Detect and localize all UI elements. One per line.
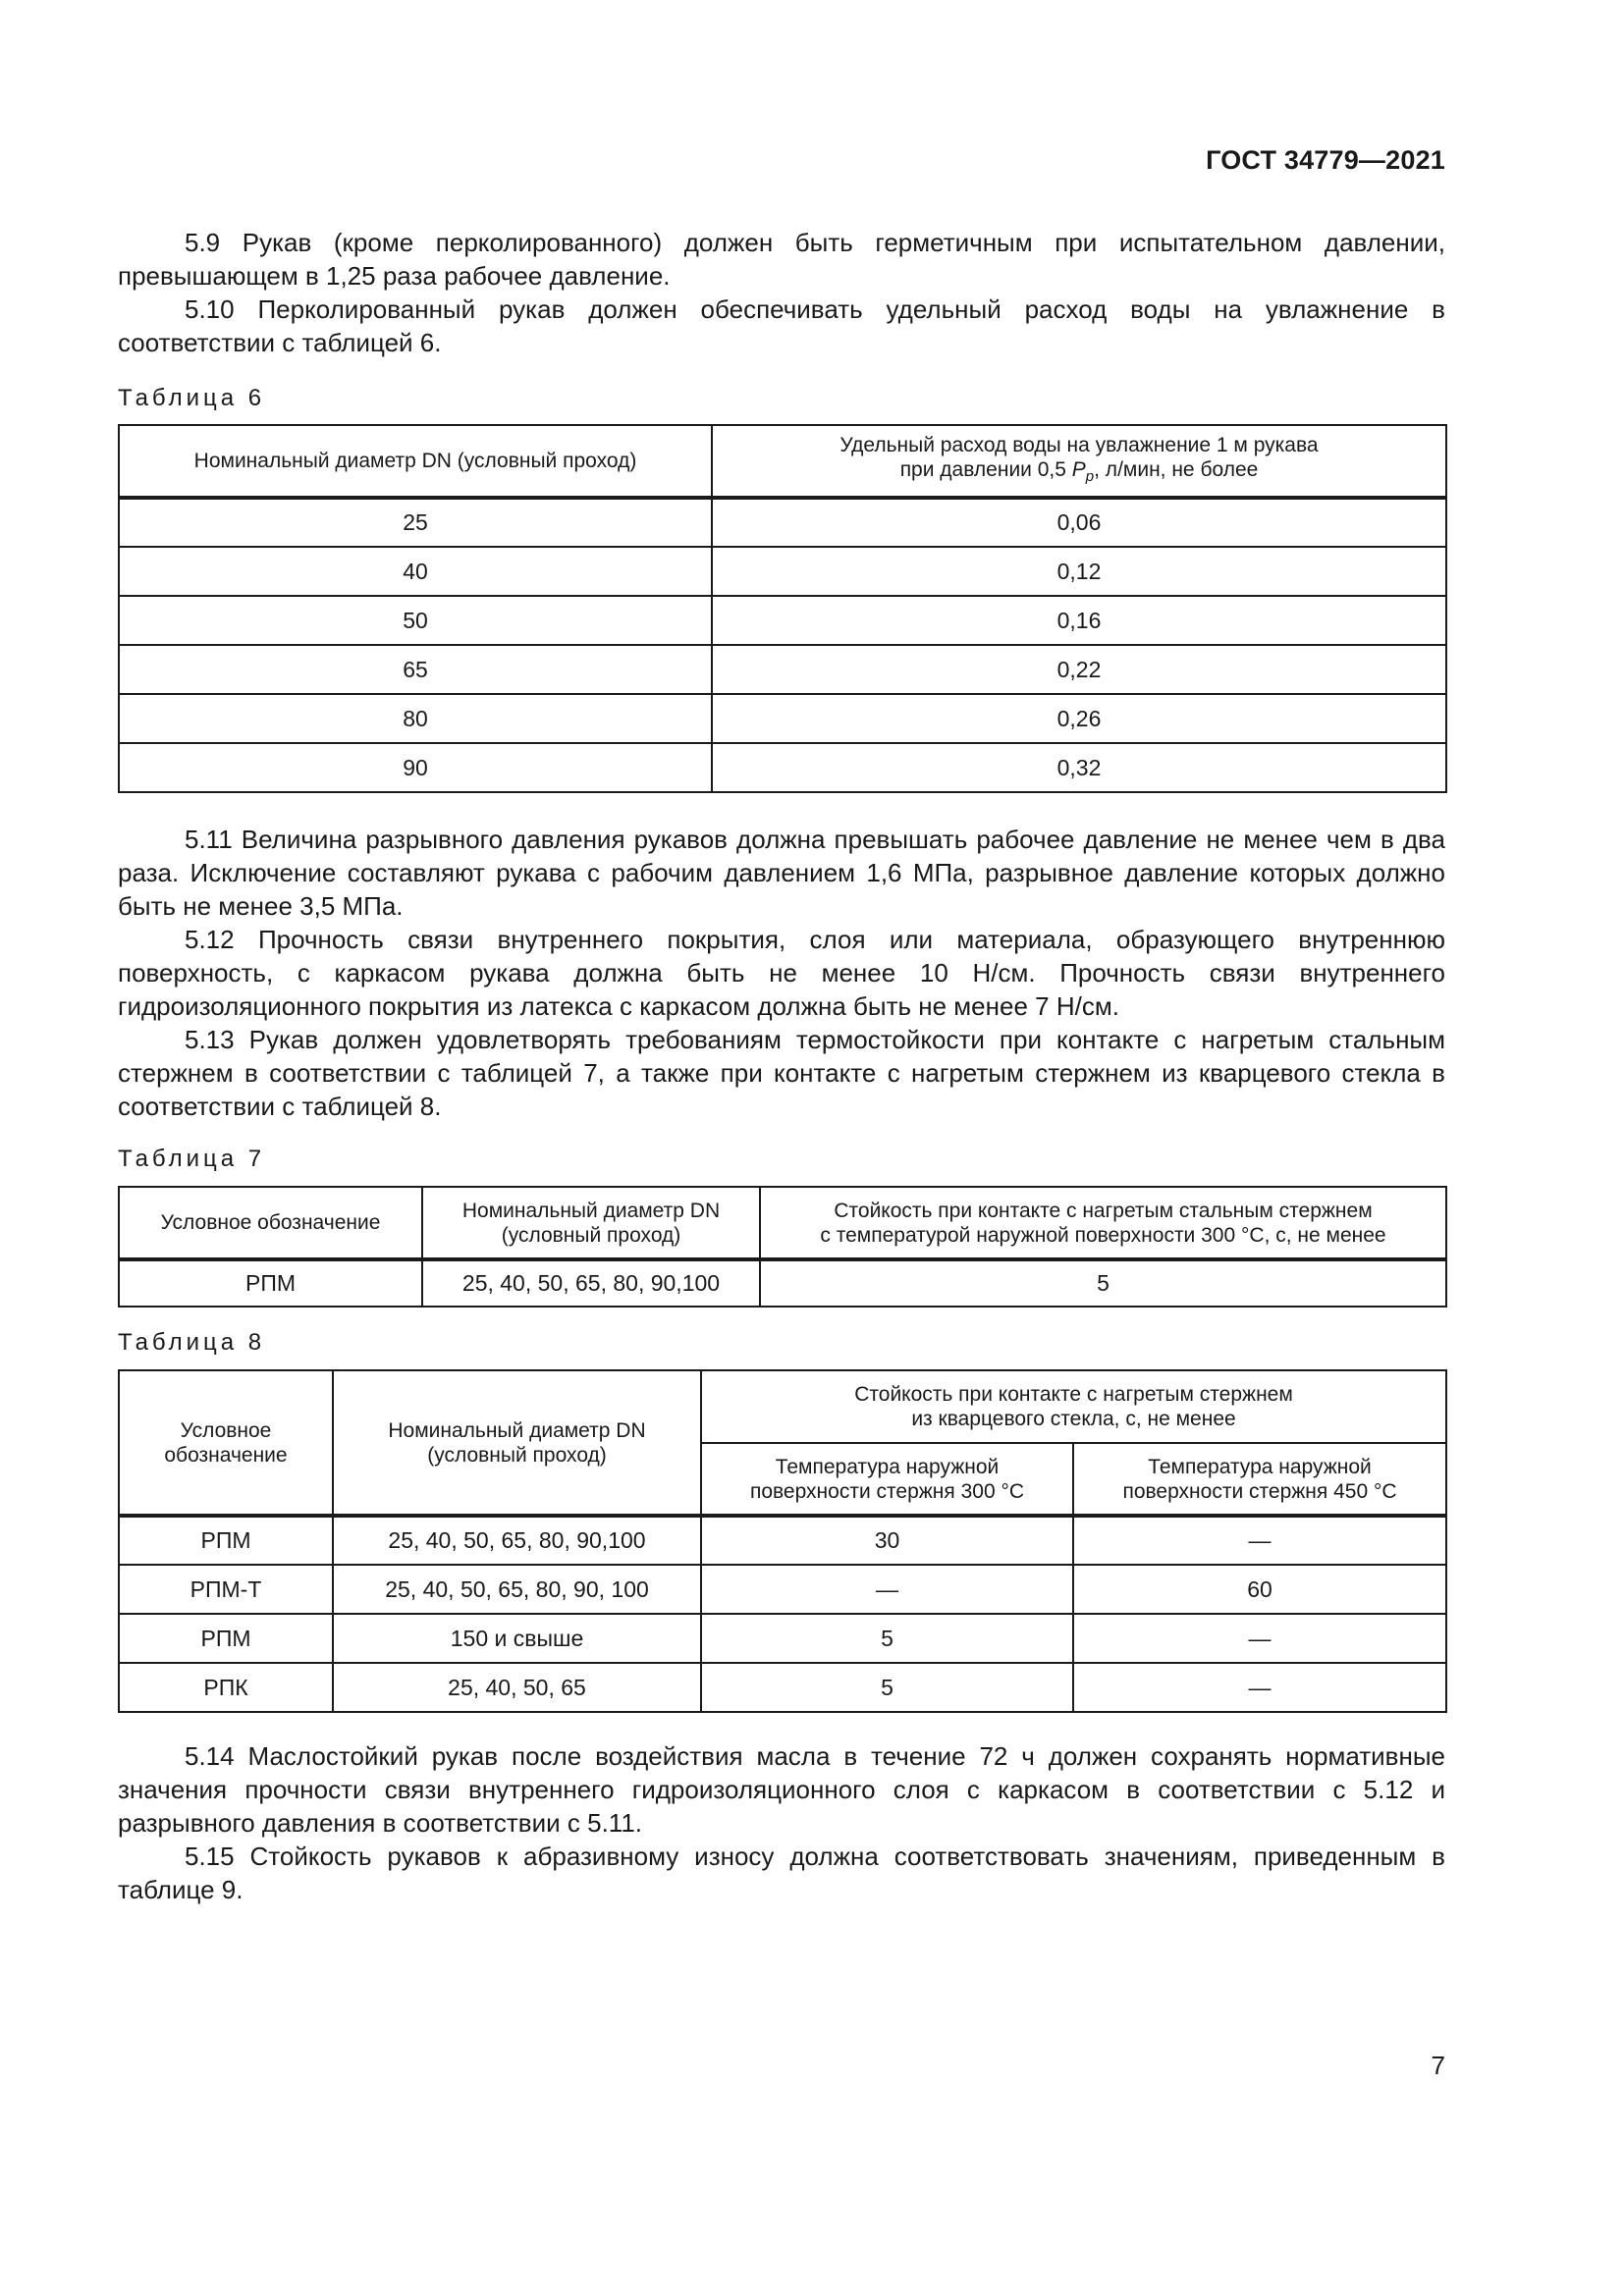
- table-row: [119, 596, 1446, 645]
- table-8-header-t300-line2: поверхности стержня 300 °С: [749, 1479, 1025, 1503]
- table-8-header-dn: [333, 1370, 701, 1516]
- table-6-header-flow-line1: Удельный расход воды на увлажнение 1 м рукава: [839, 433, 1319, 456]
- table-6-cell-dn: 90: [119, 743, 712, 792]
- table-row: [119, 1614, 1446, 1663]
- table-8-cell-t450: —: [1073, 1516, 1446, 1565]
- table-6-cell-dn: 25: [119, 498, 712, 547]
- table-6-cell-dn: 80: [119, 694, 712, 743]
- table-6-cell-flow: 0,26: [712, 694, 1446, 743]
- table-7-header-resistance-line2: с температурой наружной поверхности 300 °С, с, не менее: [820, 1223, 1386, 1247]
- table-8-header-resistance-group: [701, 1370, 1446, 1443]
- table-7: [118, 1186, 1447, 1308]
- table-8-header-dn-line1: Номинальный диаметр DN: [388, 1418, 646, 1442]
- table-6-header-flow-pre: при давлении 0,5: [899, 457, 1066, 481]
- table-8-cell-t450: 60: [1073, 1565, 1446, 1614]
- table-6-caption: Таблица 6: [118, 385, 266, 411]
- paragraph-5-11: 5.11 Величина разрывного давления рукавов должна превышать рабочее давление не менее чем в два раза. Исключение составляют рукава с рабочим давлением 1,6 МПа, разрывное давление которых должно быть не менее 3,5 МПа.: [118, 825, 1445, 921]
- table-8-cell-designation: РПК: [119, 1663, 333, 1712]
- standard-designation: ГОСТ 34779—2021: [1206, 145, 1445, 175]
- table-8-cell-dn: 150 и свыше: [333, 1614, 701, 1663]
- document-page: [118, 0, 1445, 2296]
- table-8-cell-designation: РПМ-Т: [119, 1565, 333, 1614]
- table-6-header-flow-var: P: [1071, 457, 1086, 481]
- table-8-cell-dn: 25, 40, 50, 65: [333, 1663, 701, 1712]
- table-8-header-t450-line1: Температура наружной: [1148, 1455, 1372, 1478]
- table-8-header-group-line1: Стойкость при контакте с нагретым стержнем: [854, 1383, 1293, 1406]
- table-8-cell-t300: 30: [701, 1516, 1073, 1565]
- paragraph-5-14: 5.14 Маслостойкий рукав после воздействия масла в течение 72 ч должен сохранять нормативные значения прочности связи внутреннего гидроизоляционного слоя с каркасом в соответствии с 5.12 и разрывного давления в соответствии с 5.11.: [118, 1741, 1445, 1838]
- table-7-caption: Таблица 7: [118, 1146, 266, 1172]
- table-8-header-designation-line1: Условное: [180, 1418, 272, 1442]
- table-8-cell-t450: —: [1073, 1663, 1446, 1712]
- table-7-header-dn-line1: Номинальный диаметр DN: [461, 1199, 721, 1222]
- table-6-cell-flow: 0,12: [712, 547, 1446, 596]
- table-row: [119, 743, 1446, 792]
- table-6-header-dn: Номинальный диаметр DN (условный проход): [119, 425, 712, 498]
- table-8-cell-t300: —: [701, 1565, 1073, 1614]
- table-8-cell-dn: 25, 40, 50, 65, 80, 90,100: [333, 1516, 701, 1565]
- paragraph-5-9: 5.9 Рукав (кроме перколированного) должен быть герметичным при испытательном давлении, превышающем в 1,25 раза рабочее давление.: [118, 228, 1445, 291]
- table-8-caption: Таблица 8: [118, 1329, 266, 1356]
- table-row: [119, 1259, 1446, 1307]
- table-6-header-flow: [712, 425, 1446, 498]
- table-7-header-resistance: [760, 1187, 1446, 1259]
- table-8-cell-t300: 5: [701, 1614, 1073, 1663]
- table-8-header-dn-line2: (условный проход): [427, 1443, 607, 1467]
- table-8-header-t300-line1: Температура наружной: [775, 1455, 1000, 1478]
- paragraph-5-13: 5.13 Рукав должен удовлетворять требованиям термостойкости при контакте с нагретым стальным стержнем в соответствии с таблицей 7, а также при контакте с нагретым стержнем из кварцевого стекла в соответствии с таблицей 8.: [118, 1025, 1445, 1121]
- table-6-cell-dn: 40: [119, 547, 712, 596]
- table-8-header-t450-line2: поверхности стержня 450 °С: [1122, 1479, 1397, 1503]
- table-8-cell-t450: —: [1073, 1614, 1446, 1663]
- paragraph-5-15: 5.15 Стойкость рукавов к абразивному износу должна соответствовать значениям, приведенным в таблице 9.: [118, 1842, 1445, 1904]
- table-8-header-designation: [119, 1370, 333, 1516]
- table-row: [119, 645, 1446, 694]
- table-7-header-resistance-line1: Стойкость при контакте с нагретым стальным стержнем: [834, 1199, 1373, 1222]
- table-7-cell-value: 5: [760, 1259, 1446, 1307]
- table-6-cell-flow: 0,16: [712, 596, 1446, 645]
- table-row: [119, 694, 1446, 743]
- table-8-header-row-1: [119, 1370, 1446, 1443]
- table-6-cell-flow: 0,22: [712, 645, 1446, 694]
- table-8-header-designation-line2: обозначение: [164, 1443, 288, 1467]
- table-7-header-row: [119, 1187, 1446, 1259]
- table-8-header-t450: [1073, 1443, 1446, 1516]
- table-row: [119, 1565, 1446, 1614]
- table-8-cell-designation: РПМ: [119, 1516, 333, 1565]
- table-7-cell-dn: 25, 40, 50, 65, 80, 90,100: [422, 1259, 760, 1307]
- table-7-header-dn-line2: (условный проход): [501, 1223, 681, 1247]
- table-6-cell-flow: 0,06: [712, 498, 1446, 547]
- table-8-cell-designation: РПМ: [119, 1614, 333, 1663]
- table-row: [119, 1663, 1446, 1712]
- table-row: [119, 498, 1446, 547]
- table-row: [119, 1516, 1446, 1565]
- table-7-header-designation: Условное обозначение: [119, 1187, 422, 1259]
- table-6-header-row: [119, 425, 1446, 498]
- paragraph-5-10: 5.10 Перколированный рукав должен обеспечивать удельный расход воды на увлажнение в соответствии с таблицей 6.: [118, 294, 1445, 357]
- table-8-cell-dn: 25, 40, 50, 65, 80, 90, 100: [333, 1565, 701, 1614]
- table-7-header-dn: [422, 1187, 760, 1259]
- table-6-cell-dn: 65: [119, 645, 712, 694]
- table-6-cell-dn: 50: [119, 596, 712, 645]
- table-8-header-group-line2: из кварцевого стекла, с, не менее: [911, 1408, 1236, 1430]
- table-row: [119, 547, 1446, 596]
- table-6-header-flow-sub: p: [1085, 468, 1095, 486]
- table-6-header-flow-post: , л/мин, не более: [1094, 457, 1259, 481]
- table-6-cell-flow: 0,32: [712, 743, 1446, 792]
- table-8-cell-t300: 5: [701, 1663, 1073, 1712]
- paragraph-5-12: 5.12 Прочность связи внутреннего покрытия, слоя или материала, образующего внутреннюю поверхность, с каркасом рукава должна быть не менее 10 Н/см. Прочность связи внутреннего гидроизоляционного покрытия из латекса с каркасом должна быть не менее 7 Н/см.: [118, 925, 1445, 1021]
- table-6: [118, 424, 1447, 793]
- table-8: [118, 1369, 1447, 1713]
- table-7-cell-designation: РПМ: [119, 1259, 422, 1307]
- page-number: 7: [1431, 2051, 1445, 2080]
- table-8-header-t300: [701, 1443, 1073, 1516]
